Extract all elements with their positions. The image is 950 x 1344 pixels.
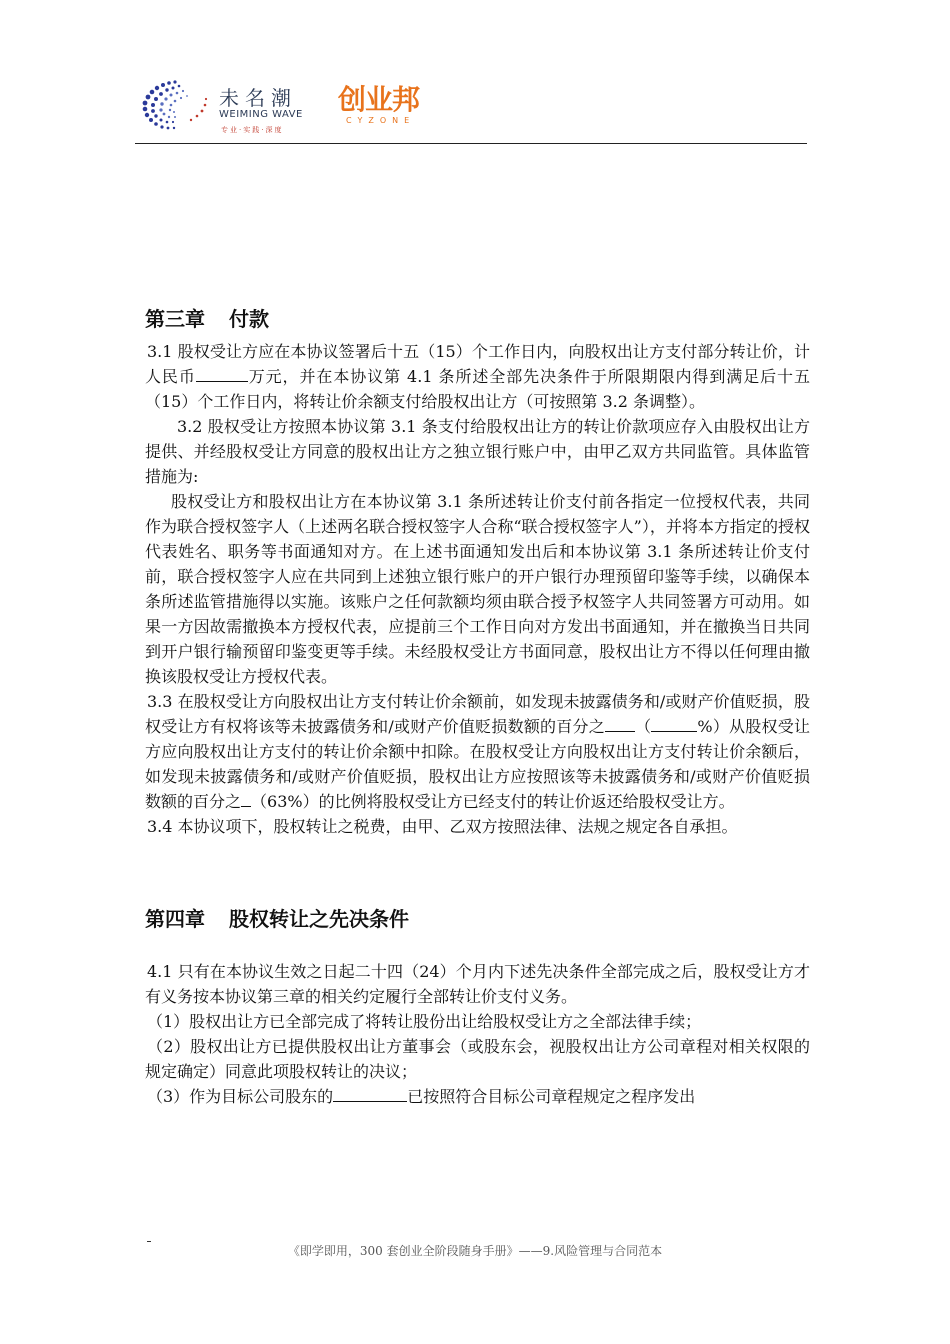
weiming-wave-en-name: WEIMING WAVE	[219, 109, 303, 120]
percent-blank-3	[241, 792, 251, 807]
page-footer: 《即学即用，300 套创业全阶段随身手册》——9.风险管理与合同范本	[287, 1244, 663, 1258]
cyzone-logo-cn: 创业邦	[338, 83, 420, 116]
amount-blank	[196, 367, 248, 382]
clause-4-1: 4.1 只有在本协议生效之日起二十四（24）个月内下述先决条件全部完成之后，股权受让方才有义务按本协议第三章的相关约定履行全部转让价支付义务。	[145, 962, 810, 1006]
chapter-3-title: 付款	[229, 307, 269, 331]
chapter-4-title: 股权转让之先决条件	[229, 907, 409, 931]
chapter-4-heading	[145, 905, 810, 933]
clause-3-2: 3.2 股权受让方按照本协议第 3.1 条支付给股权出让方的转让价款项应存入由股权出让方提供、并经股权受让方同意的股权出让方之独立银行账户中，由甲乙双方共同监管。具体监管措施为:	[145, 417, 810, 486]
chapter-3-heading	[145, 305, 810, 333]
clause-3-4: 3.4 本协议项下，股权转让之税费，由甲、乙双方按照法律、法规之规定各自承担。	[147, 817, 738, 836]
weiming-wave-cn-name: 未名潮	[219, 86, 297, 110]
condition-item-2: （2）股权出让方已提供股权出让方董事会（或股东会，视股权出让方公司章程对相关权限的规定确定）同意此项股权转让的决议；	[145, 1037, 810, 1081]
percent-blank-1	[605, 717, 635, 732]
shareholder-blank	[333, 1087, 407, 1102]
clause-3-2-measures: 股权受让方和股权出让方在本协议第 3.1 条所述转让价支付前各指定一位授权代表，共同作为联合授权签字人（上述两名联合授权签字人合称“联合授权签字人”），并将本方指定的授权代表姓名、职务等书面通知对方。在上述书面通知发出后和本协议第 3.1 条所述转让价支付前，联合授权签字人应在共同到上述独立银行账户的开户银行办理预留印鉴等手续，以确保本条所述监管措施得以实施。该账户之任何款额均须由联合授予权签字人共同签署方可动用。如果一方因故需撤换本方授权代表，应提前三个工作日向对方发出书面通知，并在撤换当日共同到开户银行输预留印鉴变更等手续。未经股权受让方书面同意，股权出让方不得以任何理由撤换该股权受让方授权代表。	[145, 492, 810, 686]
header-divider	[135, 143, 807, 144]
weiming-wave-slogan: 专业·实践·深度	[221, 126, 284, 134]
chapter-4-number: 第四章	[145, 907, 205, 931]
chapter-3-number: 第三章	[145, 307, 205, 331]
clause-3-3: 3.3 在股权受让方向股权出让方支付转让价余额前，如发现未披露债务和/或财产价值贬损，股权受让方有权将该等未披露债务和/或财产价值贬损数额的百分之 （ %）从股权受让方应向股权出让方支付的转让价余额中扣除。在股权受让方向股权出让方支付转让价余额后，如发现未披露债务和/或财产价值贬损，股权出让方应按照该等未披露债务和/或财产价值贬损数额的百分之 （63%）的比例将股权受让方已经支付的转让价返还给股权受让方。	[145, 692, 810, 811]
document-body	[145, 305, 810, 1109]
condition-item-3: （3）作为目标公司股东的 已按照符合目标公司章程规定之程序发出	[147, 1087, 696, 1106]
condition-item-1: （1）股权出让方已全部完成了将转让股份出让给股权受让方之全部法律手续；	[147, 1012, 702, 1031]
clause-3-1: 3.1 股权受让方应在本协议签署后十五（15）个工作日内，向股权出让方支付部分转让价，计人民币 万元，并在本协议第 4.1 条所述全部先决条件于所限期限内得到满足后十五（15）个工作日内，将转让价余额支付给股权出让方（可按照第 3.2 条调整）。	[145, 342, 810, 411]
cyzone-logo-en: CYZONE	[346, 116, 416, 125]
page-header	[135, 72, 807, 144]
percent-blank-2	[651, 717, 697, 732]
weiming-wave-logo-icon	[135, 76, 217, 136]
